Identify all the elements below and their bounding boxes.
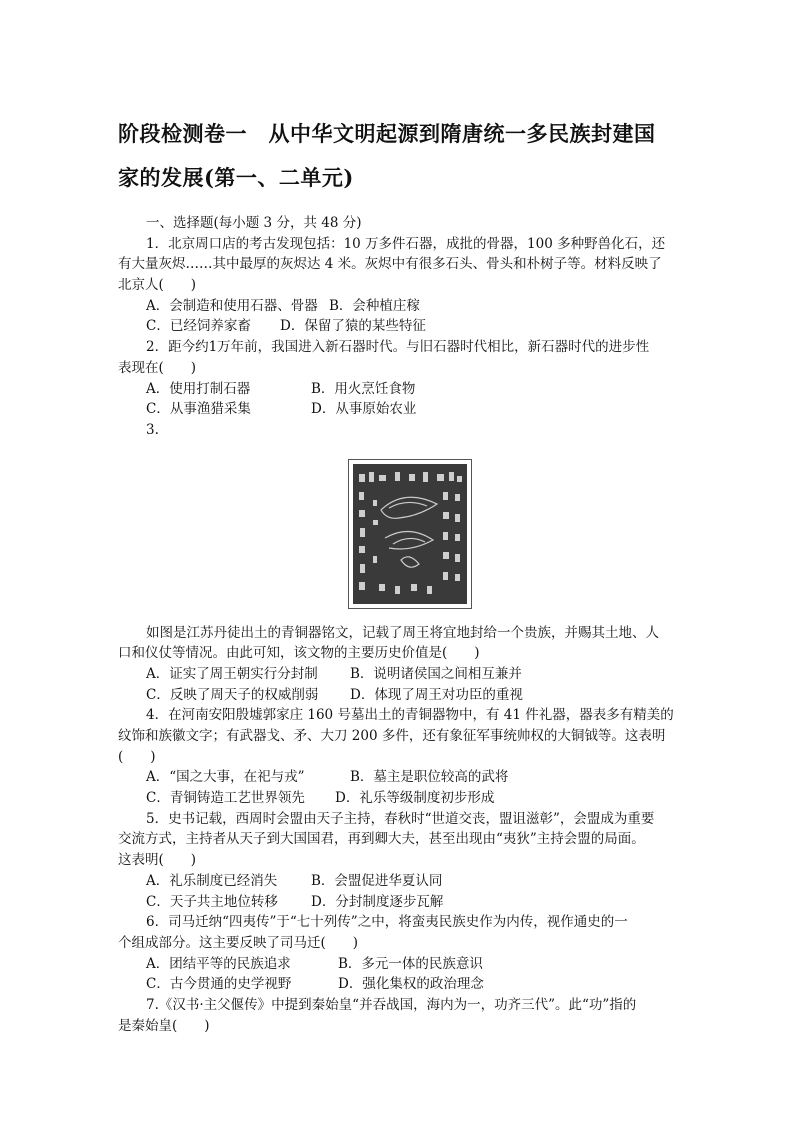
option-row [118, 954, 678, 975]
option-b: B．会种植庄稼 [329, 297, 420, 314]
option-b: B．用火烹饪食物 [311, 380, 416, 397]
option-row [118, 316, 678, 337]
option-a: A．会制造和使用石器、骨器 [146, 297, 318, 314]
option-c: C．青铜铸造工艺世界领先 [146, 790, 305, 807]
bronze-inscription-image [348, 459, 472, 609]
option-c: C．反映了周天子的权威削弱 [146, 686, 319, 703]
option-a: A．“国之大事，在祀与戎” [146, 769, 305, 786]
question-text: 7.《汉书·主父偃传》中提到秦始皇“并吞战国，海内为一，功齐三代”。此“功”指的 [146, 996, 637, 1013]
option-row [118, 871, 678, 892]
option-d: D．从事原始农业 [311, 401, 417, 418]
question-4 [118, 705, 678, 808]
question-text: 是秦始皇( ) [118, 1017, 210, 1034]
question-text: 2．距今约1万年前，我国进入新石器时代。与旧石器时代相比，新石器时代的进步性 [146, 339, 650, 356]
option-row [118, 685, 678, 706]
option-b: B．多元一体的民族意识 [338, 955, 483, 972]
question-2 [118, 337, 678, 420]
question-3 [118, 420, 678, 705]
question-text: 1．北京周口店的考古发现包括：10 万多件石器，成批的骨器，100 多种野兽化石，还 [146, 235, 666, 252]
option-row [118, 296, 678, 317]
option-d: D．强化集权的政治理念 [338, 976, 484, 993]
question-text: 个组成部分。这主要反映了司马迁( ) [118, 934, 359, 951]
question-text: 纹饰和族徽文字；有武器戈、矛、大刀 200 多件，还有象征军事统帅权的大铜钺等。这表明 [118, 728, 666, 744]
section-header: 一、选择题(每小题 3 分，共 48 分) [146, 215, 362, 231]
option-row [118, 974, 678, 995]
option-c: C．天子共主地位转移 [146, 893, 278, 910]
option-d: D．分封制度逐步瓦解 [311, 893, 444, 910]
question-text: 如图是江苏丹徒出土的青铜器铭文，记载了周王将宜地封给一个贵族，并赐其土地、人 [146, 624, 659, 641]
option-row [118, 379, 678, 400]
question-7 [118, 995, 678, 1036]
question-text: 口和仪仗等情况。由此可知，该文物的主要历史价值是( ) [118, 645, 480, 662]
option-row [118, 788, 678, 809]
option-b: B．说明诸侯国之间相互兼并 [350, 665, 522, 682]
option-c: C．古今贯通的史学视野 [146, 976, 292, 993]
option-d: D．体现了周王对功臣的重视 [350, 686, 523, 703]
question-1 [118, 234, 678, 337]
question-text: 交流方式，主持者从天子到大国国君，再到卿大夫，甚至出现由“夷狄”主持会盟的局面。 [118, 831, 645, 848]
option-a: A．礼乐制度已经消失 [146, 872, 278, 889]
option-c: C．从事渔猎采集 [146, 401, 251, 418]
option-row [118, 664, 678, 685]
question-text: 有大量灰烬……其中最厚的灰烬达 4 米。灰烬中有很多石头、骨头和朴树子等。材料反映了 [118, 256, 662, 273]
question-body [118, 213, 678, 1036]
inscription-rubbing-art [349, 460, 473, 610]
option-a: A．证实了周王朝实行分封制 [146, 665, 318, 682]
figure-container [118, 441, 678, 623]
question-text: ( ) [118, 748, 156, 765]
question-6 [118, 912, 678, 995]
question-text: 这表明( ) [118, 852, 197, 869]
option-row [118, 399, 678, 420]
option-b: B．墓主是职位较高的武将 [350, 769, 509, 786]
question-5 [118, 809, 678, 912]
title-line-2: 家的发展(第一、二单元) [118, 165, 354, 190]
title-line-1: 阶段检测卷一 从中华文明起源到隋唐统一多民族封建国 [118, 121, 656, 146]
option-c: C．已经饲养家畜 [146, 318, 251, 335]
option-d: D．礼乐等级制度初步形成 [335, 790, 495, 807]
question-number: 3. [146, 421, 159, 438]
option-b: B．会盟促进华夏认同 [311, 872, 443, 889]
question-text: 北京人( ) [118, 277, 197, 294]
question-text: 表现在( ) [118, 359, 197, 376]
option-a: A．使用打制石器 [146, 380, 251, 397]
option-row [118, 892, 678, 913]
option-d: D．保留了猿的某些特征 [280, 318, 426, 335]
question-text: 4．在河南安阳殷墟郭家庄 160 号墓出土的青铜器物中，有 41 件礼器，器表多有精美的 [146, 707, 674, 724]
option-row [118, 767, 678, 788]
question-text: 6．司马迁纳“四夷传”于“七十列传”之中，将蛮夷民族史作为内传，视作通史的一 [146, 914, 628, 931]
option-a: A．团结平等的民族追求 [146, 955, 291, 972]
question-text: 5．史书记载，西周时会盟由天子主持，春秋时“世道交丧，盟诅滋彰”，会盟成为重要 [146, 810, 655, 827]
document-title [118, 112, 678, 200]
